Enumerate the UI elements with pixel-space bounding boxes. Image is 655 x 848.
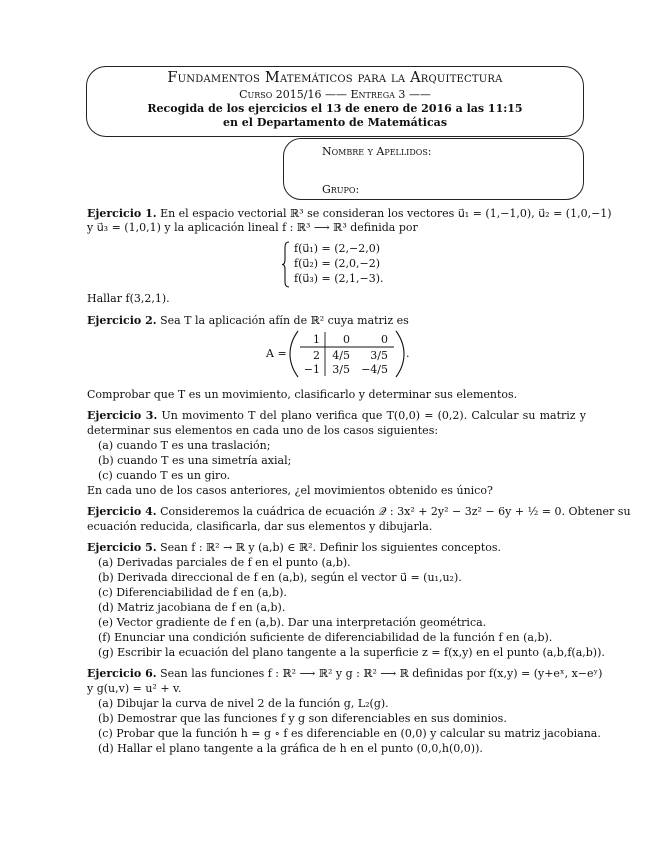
ex4-line1 xyxy=(87,505,631,519)
ex6-text-1: Sean las funciones f : ℝ² ⟶ ℝ² y g : ℝ² ⟶ ℝ definidas por f(x,y) = (y+eˣ, x−eʸ) xyxy=(160,667,603,680)
ex4-line2: ecuación reducida, clasificarla, dar sus elementos y dibujarla. xyxy=(87,520,433,533)
ex2-line1 xyxy=(87,314,409,328)
affine-matrix xyxy=(300,332,394,376)
ex5-text-1: Sean f : ℝ² → ℝ y (a,b) ∈ ℝ². Definir los siguientes conceptos. xyxy=(160,541,502,554)
ex4-heading: Ejercicio 4. xyxy=(87,505,157,518)
matrix-cell: 1 xyxy=(313,333,320,346)
ex1-line1 xyxy=(87,207,612,221)
list-item: (d) Matriz jacobiana de f en (a,b). xyxy=(98,601,286,614)
system-eq-1: f(u⃗₁) = (2,−2,0) xyxy=(294,242,381,255)
ex4-text-1: Consideremos la cuádrica de ecuación 𝒬 : 3x² + 2y² − 3z² − 6y + ½ = 0. Obtener su xyxy=(160,505,631,518)
name-group-box[interactable] xyxy=(283,138,584,200)
matrix-cell: −4/5 xyxy=(361,363,388,376)
ex2-heading: Ejercicio 2. xyxy=(87,314,157,327)
matrix-cell: 4/5 xyxy=(332,349,350,362)
header-box xyxy=(86,66,584,137)
ex3-closing: En cada uno de los casos anteriores, ¿el movimientos obtenido es único? xyxy=(87,484,493,497)
system-eq-3: f(u⃗₃) = (2,1,−3). xyxy=(294,272,384,285)
list-item: (d) Hallar el plano tangente a la gráfica de h en el punto (0,0,h(0,0)). xyxy=(98,742,483,755)
matrix-right-paren xyxy=(395,330,405,378)
name-label: Nombre y Apellidos: xyxy=(322,145,432,158)
collection-line-1: Recogida de los ejercicios el 13 de enero de 2016 a las 11:15 xyxy=(147,102,523,115)
list-item: (c) Diferenciabilidad de f en (a,b). xyxy=(98,586,287,599)
ex1-heading: Ejercicio 1. xyxy=(87,207,157,220)
ex3-text-1: Un movimento T del plano verifica que T(0,0) = (0,2). Calcular su matriz y xyxy=(161,409,587,422)
matrix-left-paren xyxy=(289,330,299,378)
list-item: (a) Derivadas parciales de f en el punto (a,b). xyxy=(98,556,351,569)
matrix-cell: 0 xyxy=(381,333,388,346)
ex1-line2: y u⃗₃ = (1,0,1) y la aplicación lineal f : ℝ³ ⟶ ℝ³ definida por xyxy=(87,221,418,234)
list-item: (c) cuando T es un giro. xyxy=(98,469,231,482)
ex3-line1 xyxy=(87,409,586,423)
matrix-label: A = xyxy=(266,347,287,360)
course-title: Fundamentos Matemáticos para la Arquitectura xyxy=(167,70,503,86)
matrix-cell: 3/5 xyxy=(370,349,388,362)
system-eq-2: f(u⃗₂) = (2,0,−2) xyxy=(294,257,381,270)
matrix-period: . xyxy=(406,347,410,360)
list-item: (a) Dibujar la curva de nivel 2 de la función g, L₂(g). xyxy=(98,697,389,710)
ex1-text-1: En el espacio vectorial ℝ³ se consideran los vectores u⃗₁ = (1,−1,0), u⃗₂ = (1,0,−1) xyxy=(160,207,612,220)
ex6-line1 xyxy=(87,667,603,681)
list-item: (a) cuando T es una traslación; xyxy=(98,439,271,452)
ex5-heading: Ejercicio 5. xyxy=(87,541,157,554)
ex2-line2: Comprobar que T es un movimiento, clasificarlo y determinar sus elementos. xyxy=(87,388,518,401)
ex3-heading: Ejercicio 3. xyxy=(87,409,158,422)
group-label: Grupo: xyxy=(322,183,360,196)
ex1-question: Hallar f(3,2,1). xyxy=(87,292,170,305)
list-item: (b) Demostrar que las funciones f y g son diferenciables en sus dominios. xyxy=(98,712,507,725)
list-item: (e) Vector gradiente de f en (a,b). Dar una interpretación geométrica. xyxy=(98,616,487,629)
collection-line-2: en el Departamento de Matemáticas xyxy=(222,116,448,129)
ex3-line2: determinar sus elementos en cada uno de los casos siguientes: xyxy=(87,424,439,437)
matrix-cell: 3/5 xyxy=(332,363,350,376)
list-item: (c) Probar que la función h = g ∘ f es diferenciable en (0,0) y calcular su matriz jacobiana. xyxy=(98,727,601,740)
course-info: Curso 2015/16 —— Entrega 3 —— xyxy=(239,88,431,101)
matrix-cell: 0 xyxy=(343,333,350,346)
ex2-text-1: Sea T la aplicación afín de ℝ² cuya matriz es xyxy=(160,314,409,327)
system-brace xyxy=(281,241,290,288)
list-item: (b) Derivada direccional de f en (a,b), según el vector u⃗ = (u₁,u₂). xyxy=(98,571,462,584)
matrix-cell: −1 xyxy=(303,363,320,376)
list-item: (f) Enunciar una condición suficiente de diferenciabilidad de la función f en (a,b). xyxy=(98,631,553,644)
list-item: (b) cuando T es una simetría axial; xyxy=(98,454,292,467)
ex5-line1 xyxy=(87,541,501,555)
list-item: (g) Escribir la ecuación del plano tangente a la superficie z = f(x,y) en el punto (a,b,f(a,b)). xyxy=(98,646,605,659)
ex6-heading: Ejercicio 6. xyxy=(87,667,157,680)
ex6-line2: y g(u,v) = u² + v. xyxy=(87,682,182,695)
matrix-cell: 2 xyxy=(313,349,320,362)
